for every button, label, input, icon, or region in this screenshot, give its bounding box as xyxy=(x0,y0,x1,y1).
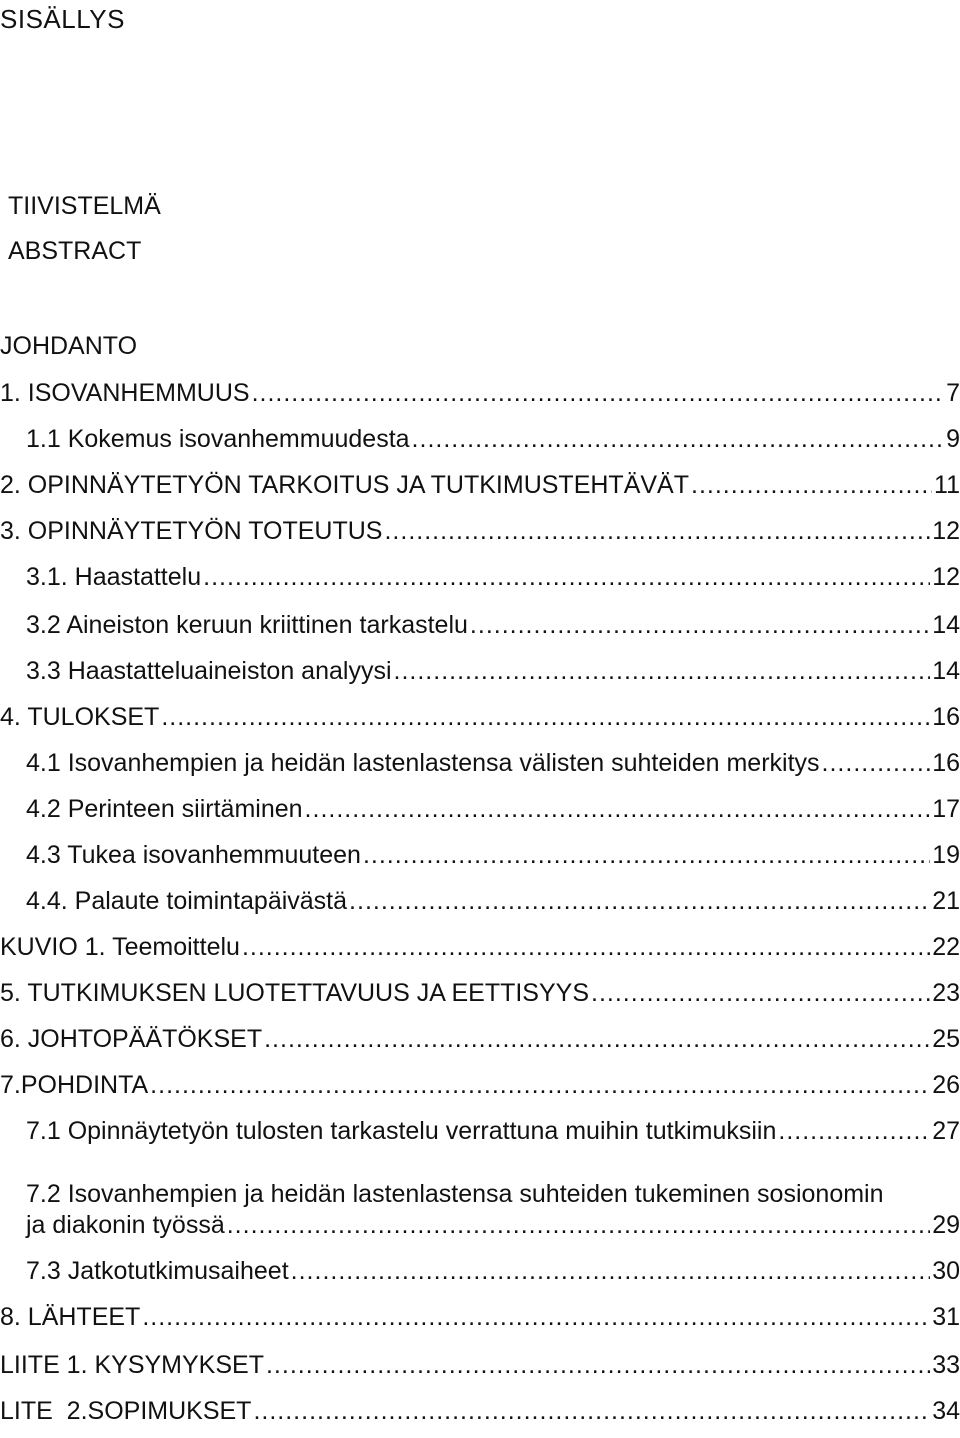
toc-entry-page: 14 xyxy=(932,657,960,685)
toc-entry-label: 4. TULOKSET xyxy=(0,703,160,731)
toc-entry-page: 31 xyxy=(932,1303,960,1331)
toc-entry-page: 22 xyxy=(932,933,960,961)
toc-entry-page: 12 xyxy=(932,563,960,591)
toc-entry-label: 8. LÄHTEET xyxy=(0,1303,141,1331)
toc-entry[interactable] xyxy=(26,742,960,778)
toc-leader xyxy=(691,471,932,500)
toc-leader xyxy=(394,657,931,686)
toc-entry-page: 16 xyxy=(932,703,960,731)
toc-entry[interactable] xyxy=(0,1344,960,1380)
toc-entry-label: 1. ISOVANHEMMUUS xyxy=(0,379,250,407)
toc-entry-label: 4.1 Isovanhempien ja heidän lastenlastensa välisten suhteiden merkitys xyxy=(26,749,820,777)
toc-entry-page: 7 xyxy=(946,379,960,407)
toc-entry[interactable] xyxy=(0,1064,960,1100)
toc-entry[interactable] xyxy=(0,1296,960,1332)
toc-entry-label: 3.3 Haastatteluaineiston analyysi xyxy=(26,657,392,685)
toc-entry-label: LITE 2.SOPIMUKSET xyxy=(0,1397,252,1425)
toc-entry-page: 27 xyxy=(932,1117,960,1145)
toc-leader xyxy=(363,841,930,870)
toc-entry[interactable] xyxy=(0,1018,960,1054)
toc-entry[interactable] xyxy=(26,788,960,824)
toc-front-johdanto: JOHDANTO xyxy=(0,332,138,360)
toc-entry[interactable] xyxy=(0,1390,960,1426)
toc-entry-label: 3.2 Aineiston keruun kriittinen tarkastelu xyxy=(26,611,468,639)
toc-entry[interactable] xyxy=(26,604,960,640)
toc-entry[interactable] xyxy=(0,464,960,500)
toc-entry-page: 25 xyxy=(932,1025,960,1053)
toc-entry[interactable] xyxy=(26,834,960,870)
toc-heading: SISÄLLYS xyxy=(0,4,125,34)
toc-entry-page: 9 xyxy=(946,425,960,453)
toc-leader xyxy=(161,703,930,732)
toc-entry[interactable] xyxy=(0,972,960,1008)
toc-entry-page: 11 xyxy=(934,471,960,499)
toc-leader xyxy=(349,887,930,916)
toc-leader xyxy=(778,1117,930,1146)
toc-entry[interactable] xyxy=(26,556,960,592)
toc-entry-label: 7.POHDINTA xyxy=(0,1071,149,1099)
toc-entry-label: 1.1 Kokemus isovanhemmuudesta xyxy=(26,425,410,453)
toc-entry-label: ja diakonin työssä xyxy=(26,1211,225,1239)
toc-leader xyxy=(591,979,930,1008)
toc-leader xyxy=(470,611,930,640)
toc-leader xyxy=(203,563,930,592)
toc-entry[interactable] xyxy=(0,696,960,732)
toc-entry[interactable] xyxy=(26,1204,960,1240)
toc-entry-label[interactable]: 7.2 Isovanhempien ja heidän lastenlastensa suhteiden tukeminen sosionomin xyxy=(26,1180,884,1208)
toc-entry-page: 12 xyxy=(932,517,960,545)
toc-leader xyxy=(822,749,931,778)
toc-entry[interactable] xyxy=(0,926,960,962)
toc-entry-page: 14 xyxy=(932,611,960,639)
toc-leader xyxy=(384,517,930,546)
toc-leader xyxy=(253,1397,930,1426)
toc-entry-page: 26 xyxy=(932,1071,960,1099)
toc-entry-page: 33 xyxy=(932,1351,960,1379)
toc-leader xyxy=(291,1257,931,1286)
toc-entry-label: LIITE 1. KYSYMYKSET xyxy=(0,1351,264,1379)
toc-leader xyxy=(142,1303,930,1332)
toc-entry-label: 7.3 Jatkotutkimusaiheet xyxy=(26,1257,289,1285)
toc-leader xyxy=(252,379,945,408)
toc-leader xyxy=(150,1071,930,1100)
toc-entry[interactable] xyxy=(0,510,960,546)
toc-entry-label: 7.1 Opinnäytetyön tulosten tarkastelu verrattuna muihin tutkimuksiin xyxy=(26,1117,777,1145)
toc-front-abstract: ABSTRACT xyxy=(8,237,142,265)
toc-front-tiivistelma: TIIVISTELMÄ xyxy=(8,192,161,220)
toc-entry[interactable] xyxy=(26,1110,960,1146)
toc-entry-label: 4.3 Tukea isovanhemmuuteen xyxy=(26,841,361,869)
toc-entry[interactable] xyxy=(26,650,960,686)
toc-entry[interactable] xyxy=(26,418,960,454)
toc-entry[interactable] xyxy=(26,1250,960,1286)
toc-entry-page: 19 xyxy=(932,841,960,869)
toc-entry-page: 29 xyxy=(932,1211,960,1239)
toc-leader xyxy=(412,425,945,454)
toc-entry-label: 5. TUTKIMUKSEN LUOTETTAVUUS JA EETTISYYS xyxy=(0,979,590,1007)
toc-entry-label: KUVIO 1. Teemoittelu xyxy=(0,933,240,961)
toc-entry-page: 17 xyxy=(932,795,960,823)
toc-entry-page: 21 xyxy=(932,887,960,915)
toc-entry-label: 2. OPINNÄYTETYÖN TARKOITUS JA TUTKIMUSTEHTÄVÄT xyxy=(0,471,689,499)
toc-entry-label: 4.2 Perinteen siirtäminen xyxy=(26,795,303,823)
toc-entry-label: 6. JOHTOPÄÄTÖKSET xyxy=(0,1025,263,1053)
toc-leader xyxy=(305,795,931,824)
toc-entry[interactable] xyxy=(26,880,960,916)
toc-leader xyxy=(266,1351,930,1380)
toc-entry[interactable] xyxy=(0,372,960,408)
toc-leader xyxy=(227,1211,930,1240)
toc-entry-page: 16 xyxy=(932,749,960,777)
toc-entry-page: 23 xyxy=(932,979,960,1007)
toc-leader xyxy=(242,933,930,962)
toc-entry-page: 30 xyxy=(932,1257,960,1285)
toc-entry-label: 4.4. Palaute toimintapäivästä xyxy=(26,887,348,915)
toc-entry-label: 3. OPINNÄYTETYÖN TOTEUTUS xyxy=(0,517,383,545)
toc-leader xyxy=(264,1025,930,1054)
toc-entry-page: 34 xyxy=(932,1397,960,1425)
toc-entry-label: 3.1. Haastattelu xyxy=(26,563,202,591)
